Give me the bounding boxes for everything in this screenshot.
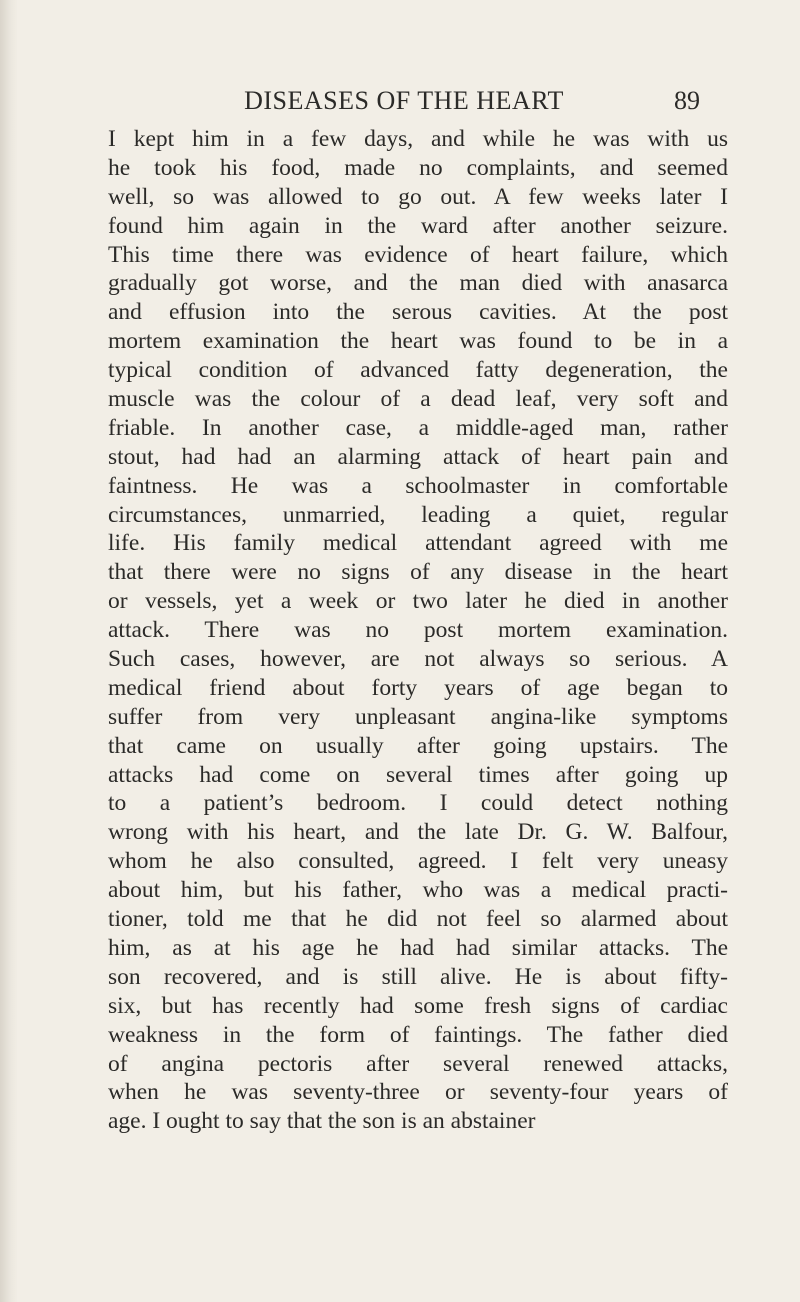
text-line: faintness. He was a schoolmaster in comfortable bbox=[108, 472, 728, 499]
body-text bbox=[108, 125, 728, 1136]
text-line: muscle was the colour of a dead leaf, very soft and bbox=[108, 386, 728, 413]
text-line: whom he also consulted, agreed. I felt very uneasy bbox=[108, 848, 728, 875]
text-line: mortem examination the heart was found to be in a bbox=[108, 328, 728, 355]
text-line: stout, had had an alarming attack of heart pain and bbox=[108, 443, 728, 470]
text-line: attack. There was no post mortem examination. bbox=[108, 617, 728, 644]
text-line: friable. In another case, a middle-aged man, rather bbox=[108, 414, 728, 441]
text-line: about him, but his father, who was a medical practi- bbox=[108, 877, 728, 904]
running-head bbox=[108, 86, 700, 116]
text-line: when he was seventy-three or seventy-four years of bbox=[108, 1079, 728, 1106]
text-line: he took his food, made no complaints, and seemed bbox=[108, 154, 728, 181]
text-line: gradually got worse, and the man died with anasarca bbox=[108, 270, 728, 297]
text-line: I kept him in a few days, and while he was with us bbox=[108, 126, 728, 152]
text-line: medical friend about forty years of age began to bbox=[108, 674, 728, 701]
text-line: circumstances, unmarried, leading a quiet, regular bbox=[108, 501, 728, 528]
text-line: well, so was allowed to go out. A few weeks later I bbox=[108, 183, 728, 210]
text-line: and effusion into the serous cavities. At the post bbox=[108, 299, 728, 326]
text-line: suffer from very unpleasant angina-like symptoms bbox=[108, 703, 728, 730]
text-line: that there were no signs of any disease in the heart bbox=[108, 559, 728, 586]
page-number: 89 bbox=[674, 86, 700, 115]
text-line: typical condition of advanced fatty degeneration, the bbox=[108, 357, 728, 384]
text-line: This time there was evidence of heart failure, which bbox=[108, 241, 728, 268]
text-line: Such cases, however, are not always so serious. A bbox=[108, 646, 728, 673]
text-line: or vessels, yet a week or two later he died in another bbox=[108, 588, 728, 615]
text-line: six, but has recently had some fresh signs of cardiac bbox=[108, 992, 728, 1019]
text-line: son recovered, and is still alive. He is about fifty- bbox=[108, 963, 728, 990]
text-line: found him again in the ward after another seizure. bbox=[108, 212, 728, 239]
text-line: to a patient’s bedroom. I could detect nothing bbox=[108, 790, 728, 817]
text-line: attacks had come on several times after going up bbox=[108, 761, 728, 788]
text-line: tioner, told me that he did not feel so alarmed about bbox=[108, 906, 728, 933]
text-line: weakness in the form of faintings. The father died bbox=[108, 1021, 728, 1048]
text-line: age. I ought to say that the son is an abstainer bbox=[108, 1108, 536, 1135]
text-line: him, as at his age he had had similar attacks. The bbox=[108, 934, 728, 961]
text-line: that came on usually after going upstairs. The bbox=[108, 732, 728, 759]
running-title: DISEASES OF THE HEART bbox=[244, 86, 564, 115]
text-line: life. His family medical attendant agreed with me bbox=[108, 530, 728, 557]
page-gutter-shadow bbox=[0, 0, 18, 1302]
text-line: of angina pectoris after several renewed attacks, bbox=[108, 1050, 728, 1077]
text-line: wrong with his heart, and the late Dr. G. W. Balfour, bbox=[108, 819, 728, 846]
